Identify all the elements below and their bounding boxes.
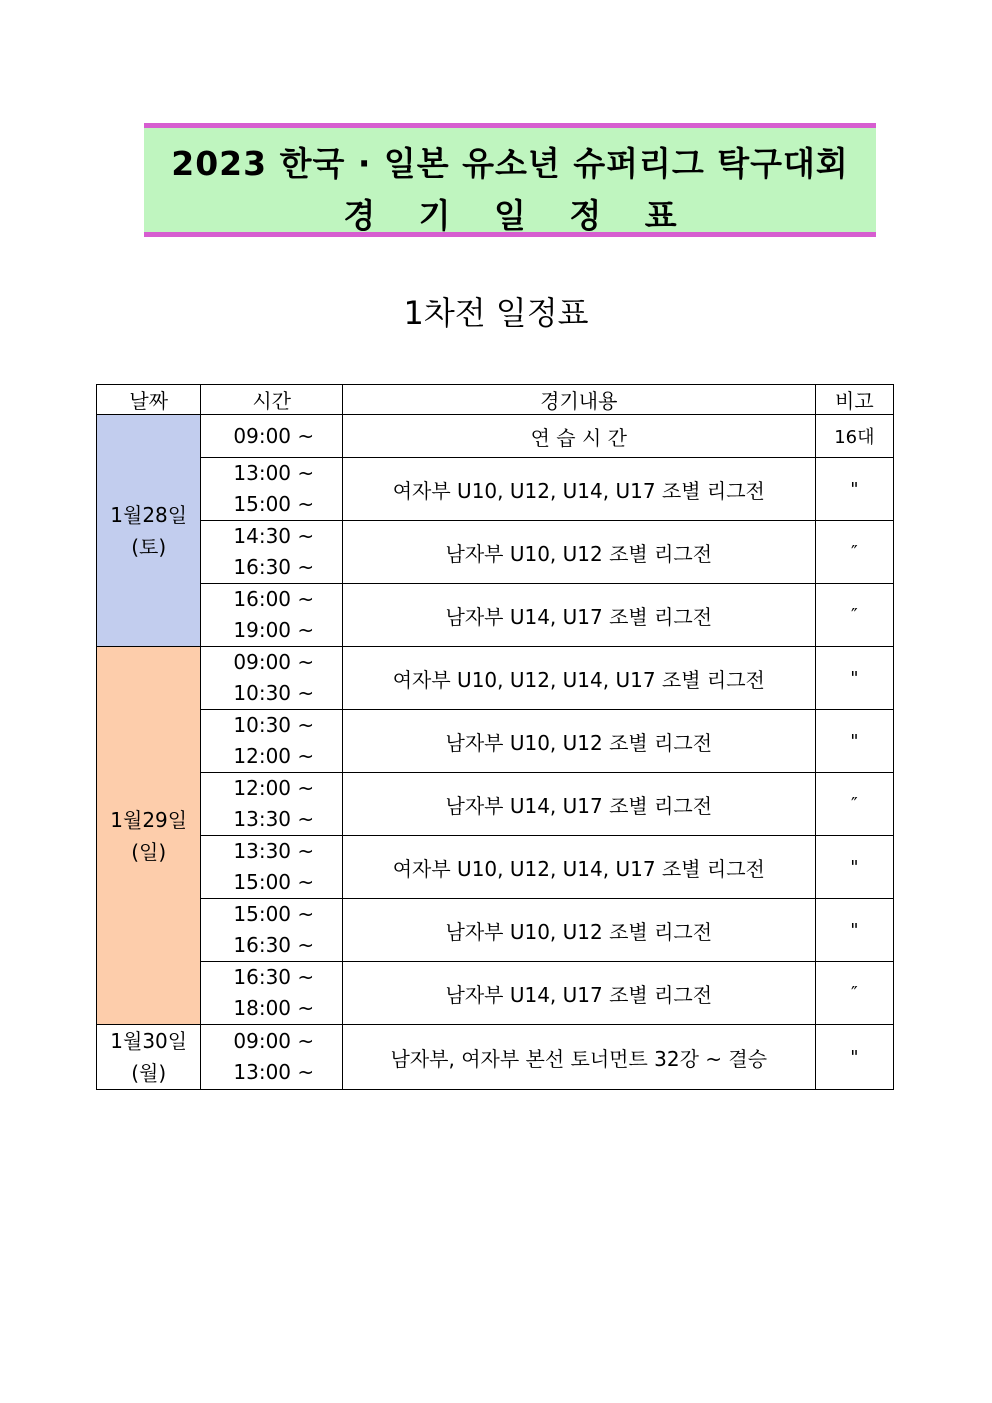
time-end: 18:00 ~ (233, 996, 315, 1020)
document-subtitle-schedule: 경 기 일 정 표 (343, 196, 693, 235)
date-cell-day1 (97, 415, 201, 647)
note-cell: " (815, 710, 893, 773)
time-cell (201, 415, 343, 458)
table-header-row (97, 385, 894, 415)
time-cell (201, 710, 343, 773)
date-day: 1월29일 (110, 807, 188, 832)
content-cell: 남자부 U14, U17 조별 리그전 (342, 962, 815, 1025)
date-weekday: (토) (131, 534, 167, 559)
date-weekday: (일) (131, 839, 167, 864)
time-end: 16:30 ~ (233, 555, 315, 579)
content-cell: 남자부 U14, U17 조별 리그전 (342, 773, 815, 836)
time-cell (201, 836, 343, 899)
time-start: 10:30 ~ (233, 713, 315, 737)
time-start: 09:00 ~ (233, 650, 315, 674)
content-cell: 남자부 U10, U12 조별 리그전 (342, 899, 815, 962)
note-cell: ″ (815, 773, 893, 836)
table-row (97, 584, 894, 647)
time-cell (201, 1025, 343, 1090)
title-banner (144, 123, 876, 237)
time-cell (201, 458, 343, 521)
table-row (97, 710, 894, 773)
time-end: 19:00 ~ (233, 618, 315, 642)
time-start: 15:00 ~ (233, 902, 315, 926)
time-cell (201, 521, 343, 584)
content-cell: 남자부 U14, U17 조별 리그전 (342, 584, 815, 647)
time-start: 16:30 ~ (233, 965, 315, 989)
content-cell: 여자부 U10, U12, U14, U17 조별 리그전 (342, 647, 815, 710)
table-row (97, 773, 894, 836)
note-cell: 16대 (815, 415, 893, 458)
content-cell: 남자부 U10, U12 조별 리그전 (342, 521, 815, 584)
header-time: 시간 (201, 385, 343, 415)
time-cell (201, 647, 343, 710)
note-cell: ″ (815, 584, 893, 647)
content-cell: 연 습 시 간 (342, 415, 815, 458)
time-end: 16:30 ~ (233, 933, 315, 957)
time-cell (201, 962, 343, 1025)
note-cell: " (815, 458, 893, 521)
time-start: 14:30 ~ (233, 524, 315, 548)
time-cell (201, 584, 343, 647)
date-weekday: (월) (131, 1061, 167, 1085)
content-cell: 남자부, 여자부 본선 토너먼트 32강 ~ 결승 (342, 1025, 815, 1090)
note-cell: " (815, 836, 893, 899)
table-row (97, 458, 894, 521)
note-cell: " (815, 899, 893, 962)
table-row (97, 521, 894, 584)
time-start: 12:00 ~ (233, 776, 315, 800)
time-end: 13:30 ~ (233, 807, 315, 831)
note-cell: ″ (815, 521, 893, 584)
time-cell (201, 899, 343, 962)
note-cell: " (815, 1025, 893, 1090)
note-cell: ″ (815, 962, 893, 1025)
content-cell: 남자부 U10, U12 조별 리그전 (342, 710, 815, 773)
time-end: 13:00 ~ (233, 1060, 315, 1084)
time-end: 15:00 ~ (233, 870, 315, 894)
round-heading: 1차전 일정표 (403, 294, 589, 332)
table-row (97, 647, 894, 710)
time-cell (201, 773, 343, 836)
time-start: 13:00 ~ (233, 461, 315, 485)
table-row (97, 415, 894, 458)
document-title: 2023 한국 · 일본 유소년 슈퍼리그 탁구대회 (171, 144, 849, 183)
table-row (97, 836, 894, 899)
time-start: 16:00 ~ (233, 587, 315, 611)
date-day: 1월30일 (110, 1029, 188, 1053)
header-note: 비고 (815, 385, 893, 415)
table-row (97, 962, 894, 1025)
content-cell: 여자부 U10, U12, U14, U17 조별 리그전 (342, 458, 815, 521)
date-cell-day3 (97, 1025, 201, 1090)
content-cell: 여자부 U10, U12, U14, U17 조별 리그전 (342, 836, 815, 899)
time-start: 13:30 ~ (233, 839, 315, 863)
time-end: 12:00 ~ (233, 744, 315, 768)
table-row (97, 1025, 894, 1090)
date-day: 1월28일 (110, 502, 188, 527)
header-content: 경기내용 (342, 385, 815, 415)
time-start: 09:00 ~ (233, 1029, 315, 1053)
date-cell-day2 (97, 647, 201, 1025)
time-end: 10:30 ~ (233, 681, 315, 705)
table-row (97, 899, 894, 962)
time-start: 09:00 ~ (233, 424, 315, 448)
note-cell: " (815, 647, 893, 710)
header-date: 날짜 (97, 385, 201, 415)
time-end: 15:00 ~ (233, 492, 315, 516)
schedule-table (96, 384, 894, 1090)
